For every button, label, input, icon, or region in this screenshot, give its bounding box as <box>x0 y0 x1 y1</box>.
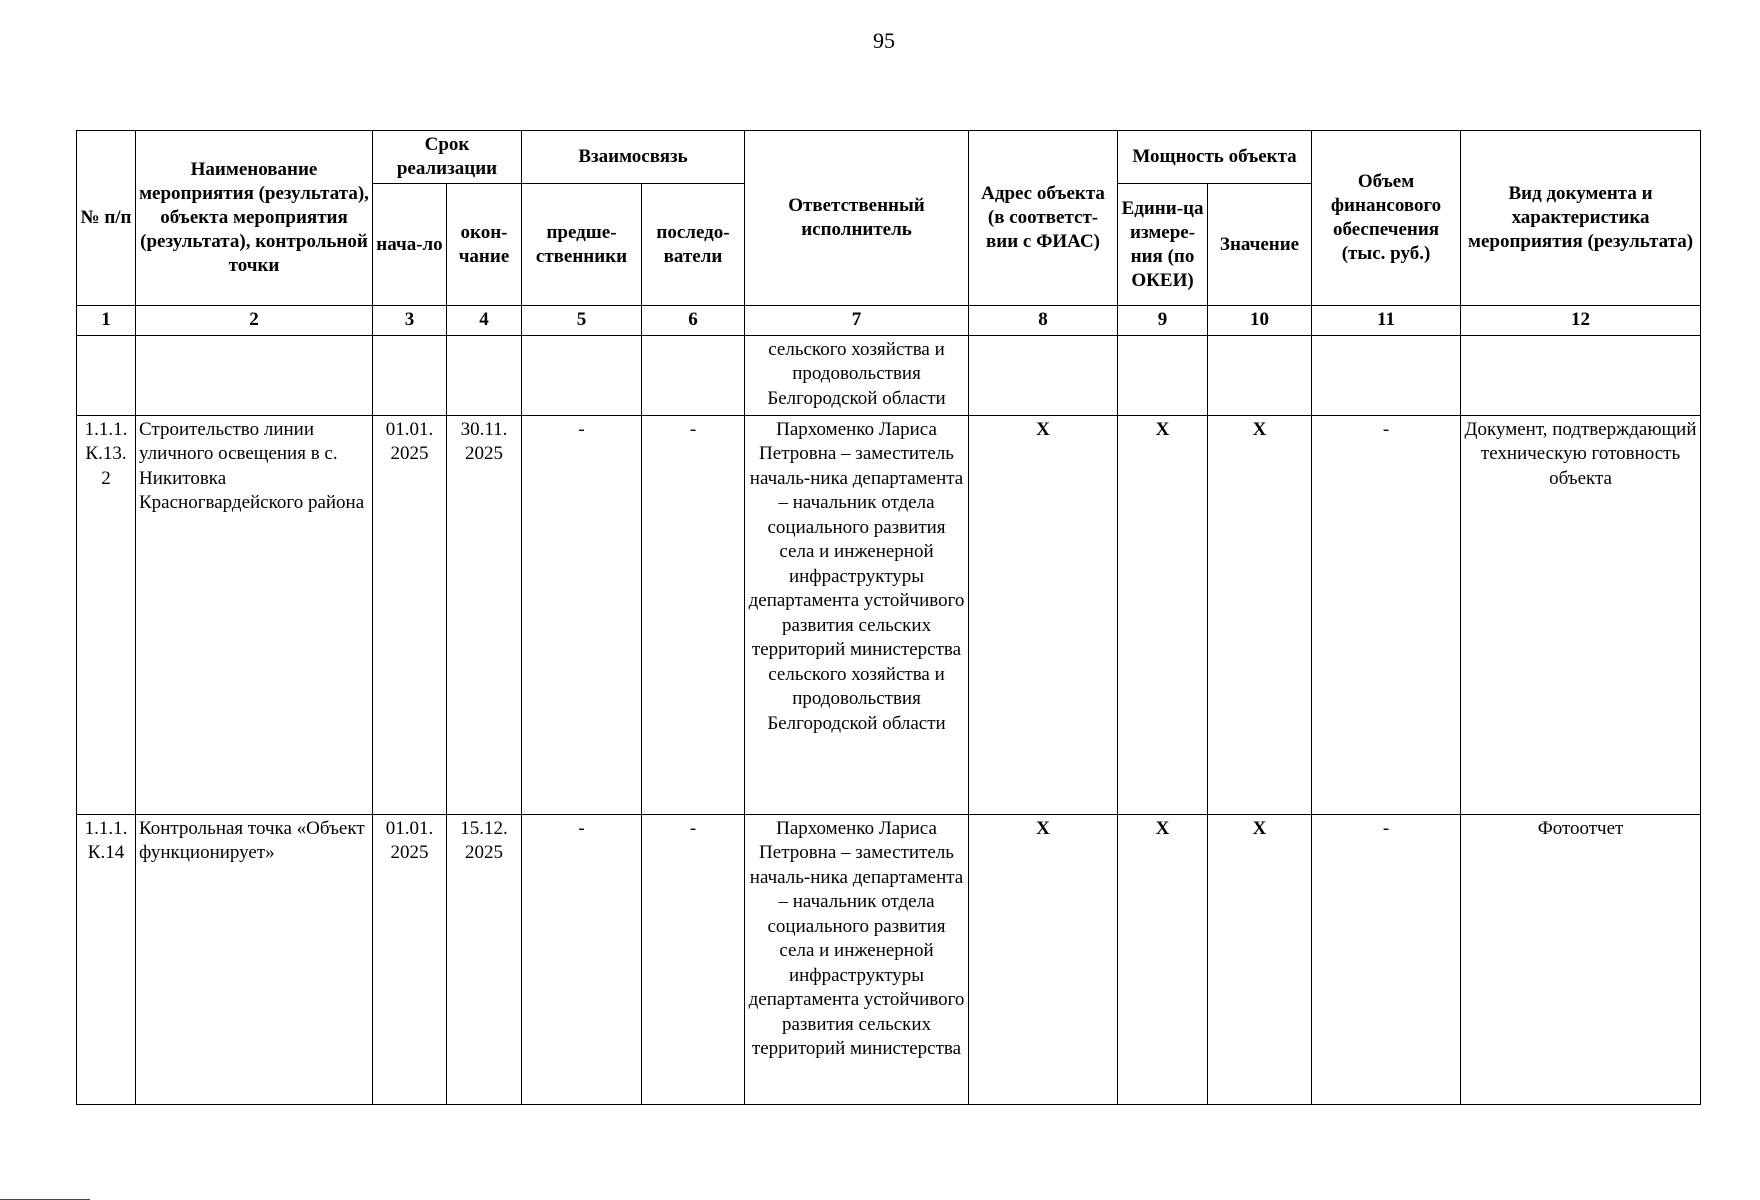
table-row <box>77 335 1701 415</box>
row-responsible: сельского хозяйства и продовольствия Белгородской области <box>745 335 969 415</box>
header-capacity-unit: Едини-ца измере-ния (по ОКЕИ) <box>1118 184 1208 306</box>
header-responsible: Ответственный исполнитель <box>745 131 969 306</box>
row-value: Х <box>1208 415 1312 814</box>
row-next: - <box>642 415 745 814</box>
row-address <box>969 335 1118 415</box>
row-finance: - <box>1312 415 1461 814</box>
row-responsible: Пархоменко Лариса Петровна – заместитель началь-ника департамента – начальник отдела социального развития села и инженерной инфраструктуры департамента устойчивого развития сельских территорий министерства <box>745 814 969 1104</box>
row-num <box>77 335 136 415</box>
row-name: Строительство линии уличного освещения в с. Никитовка Красногвардейского района <box>136 415 373 814</box>
column-number: 1 <box>77 306 136 336</box>
row-start: 01.01. 2025 <box>373 415 447 814</box>
row-prev <box>522 335 642 415</box>
row-value <box>1208 335 1312 415</box>
column-number: 7 <box>745 306 969 336</box>
header-capacity-value: Значение <box>1208 184 1312 306</box>
column-number: 9 <box>1118 306 1208 336</box>
table-row <box>77 415 1701 814</box>
row-next: - <box>642 814 745 1104</box>
page-number: 95 <box>873 28 895 53</box>
column-number: 12 <box>1461 306 1701 336</box>
column-number: 8 <box>969 306 1118 336</box>
row-prev: - <box>522 814 642 1104</box>
row-next <box>642 335 745 415</box>
row-doc <box>1461 335 1701 415</box>
header-relation-prev: предше-ственники <box>522 184 642 306</box>
row-start: 01.01. 2025 <box>373 814 447 1104</box>
row-doc: Фотоотчет <box>1461 814 1701 1104</box>
row-unit: Х <box>1118 814 1208 1104</box>
header-num: № п/п <box>77 131 136 306</box>
column-number: 10 <box>1208 306 1312 336</box>
column-number: 3 <box>373 306 447 336</box>
row-value: Х <box>1208 814 1312 1104</box>
header-relation-next: последо-ватели <box>642 184 745 306</box>
row-address: Х <box>969 814 1118 1104</box>
row-end <box>447 335 522 415</box>
header-capacity: Мощность объекта <box>1118 131 1312 184</box>
header-term: Срок реализации <box>373 131 522 184</box>
row-end: 30.11. 2025 <box>447 415 522 814</box>
header-term-start: нача-ло <box>373 184 447 306</box>
row-responsible: Пархоменко Лариса Петровна – заместитель началь-ника департамента – начальник отдела социального развития села и инженерной инфраструктуры департамента устойчивого развития сельских территорий министерства сельского хозяйства и продовольствия Белгородской области <box>745 415 969 814</box>
header-finance: Объем финансового обеспечения (тыс. руб.) <box>1312 131 1461 306</box>
header-doc-type: Вид документа и характеристика мероприятия (результата) <box>1461 131 1701 306</box>
header-relation: Взаимосвязь <box>522 131 745 184</box>
row-prev: - <box>522 415 642 814</box>
row-num: 1.1.1. К.13. 2 <box>77 415 136 814</box>
column-number: 6 <box>642 306 745 336</box>
row-unit: Х <box>1118 415 1208 814</box>
row-unit <box>1118 335 1208 415</box>
column-number: 2 <box>136 306 373 336</box>
row-name <box>136 335 373 415</box>
row-address: Х <box>969 415 1118 814</box>
header-term-end: окон-чание <box>447 184 522 306</box>
column-number: 11 <box>1312 306 1461 336</box>
row-end: 15.12. 2025 <box>447 814 522 1104</box>
column-numbers-row <box>77 306 1701 336</box>
table-row <box>77 814 1701 1104</box>
header-row-1 <box>77 131 1701 184</box>
header-address: Адрес объекта (в соответст-вии с ФИАС) <box>969 131 1118 306</box>
row-start <box>373 335 447 415</box>
header-name: Наименование мероприятия (результата), объекта мероприятия (результата), контрольной точки <box>136 131 373 306</box>
row-doc: Документ, подтверждающий техническую готовность объекта <box>1461 415 1701 814</box>
row-name: Контрольная точка «Объект функционирует» <box>136 814 373 1104</box>
row-num: 1.1.1. К.14 <box>77 814 136 1104</box>
column-number: 4 <box>447 306 522 336</box>
row-finance <box>1312 335 1461 415</box>
activities-table <box>76 130 1701 1105</box>
column-number: 5 <box>522 306 642 336</box>
row-finance: - <box>1312 814 1461 1104</box>
